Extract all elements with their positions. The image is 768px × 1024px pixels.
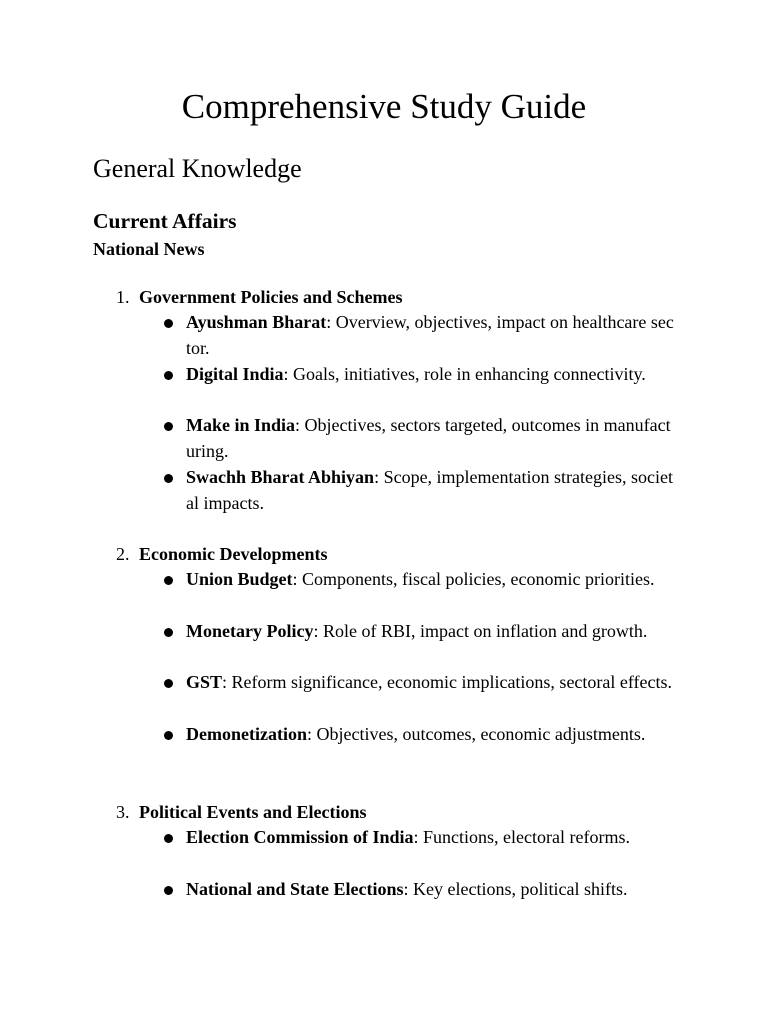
bullet-icon (164, 886, 173, 895)
list-item (0, 413, 768, 465)
list-item (0, 619, 768, 671)
bullet-icon (164, 474, 173, 483)
section-title: Political Events and Elections (139, 802, 367, 822)
list-item (0, 310, 768, 362)
list-item (0, 567, 768, 619)
subject-heading: General Knowledge (93, 154, 302, 183)
list-item-text (186, 670, 676, 696)
item-description: : Goals, initiatives, role in enhancing connectivity. (283, 363, 646, 384)
list-item-text (186, 413, 676, 465)
item-term: Ayushman Bharat (186, 312, 327, 332)
item-description: : Components, fiscal policies, economic priorities. (292, 569, 655, 589)
bullet-icon (164, 628, 173, 637)
list-item-text (186, 567, 676, 593)
list-item (0, 670, 768, 722)
item-term: Demonetization (186, 723, 307, 744)
list-item (0, 825, 768, 877)
bullet-list (0, 310, 768, 516)
item-term: National and State Elections (186, 878, 404, 899)
document-title: Comprehensive Study Guide (181, 87, 587, 126)
item-term: Digital India (186, 363, 284, 384)
section-title: Economic Developments (139, 544, 328, 564)
subtopic-heading: National News (93, 239, 205, 259)
bullet-icon (164, 319, 173, 328)
list-item (0, 465, 768, 517)
list-item-text (186, 722, 676, 748)
section-number: 2. (116, 544, 130, 564)
list-item (0, 722, 768, 774)
item-description: : Objectives, sectors targeted, outcomes in manufacturing. (186, 415, 671, 461)
list-item-text (186, 465, 676, 517)
item-description: : Functions, electoral reforms. (413, 827, 630, 847)
topic-heading: Current Affairs (93, 209, 237, 233)
item-description: : Scope, implementation strategies, societal impacts. (186, 466, 673, 513)
list-item-text (186, 877, 676, 903)
section-title: Government Policies and Schemes (139, 287, 403, 307)
list-item-text (186, 619, 676, 645)
bullet-icon (164, 422, 173, 431)
bullet-icon (164, 371, 173, 380)
bullet-icon (164, 679, 173, 688)
item-description: : Reform significance, economic implications, sectoral effects. (222, 672, 673, 693)
item-term: Make in India (186, 415, 296, 436)
section-number: 3. (116, 802, 130, 822)
list-item (0, 362, 768, 414)
item-description: : Key elections, political shifts. (403, 878, 628, 899)
item-term: GST (186, 672, 223, 693)
bullet-icon (164, 834, 173, 843)
item-term: Swachh Bharat Abhiyan (186, 466, 375, 487)
item-description: : Role of RBI, impact on inflation and growth. (313, 620, 648, 641)
item-term: Union Budget (186, 569, 293, 589)
bullet-icon (164, 731, 173, 740)
list-item (0, 877, 768, 929)
item-term: Monetary Policy (186, 620, 314, 641)
item-description: : Objectives, outcomes, economic adjustments. (306, 723, 646, 744)
section-number: 1. (116, 287, 130, 307)
list-item-text (186, 825, 676, 851)
list-item-text (186, 362, 676, 388)
bullet-list (0, 825, 768, 928)
bullet-list (0, 567, 768, 773)
item-description: : Overview, objectives, impact on healthcare sector. (186, 312, 674, 358)
bullet-icon (164, 576, 173, 585)
list-item-text (186, 310, 676, 362)
item-term: Election Commission of India (186, 827, 414, 847)
